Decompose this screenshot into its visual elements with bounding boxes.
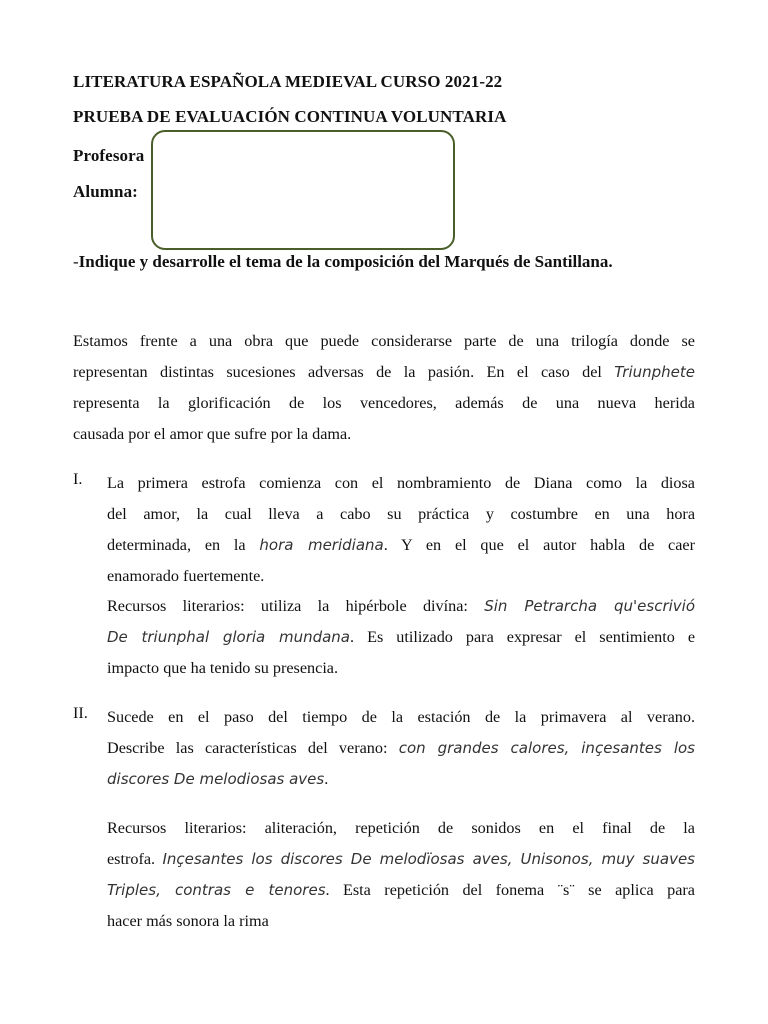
redaction-box bbox=[151, 130, 455, 250]
intro-line-1: Estamos frente a una obra que puede considerarse parte de una trilogía donde se bbox=[73, 332, 695, 350]
item2-line-3b: . bbox=[324, 770, 329, 788]
item2-line-2 bbox=[107, 733, 695, 764]
item2-line-1: Sucede en el paso del tiempo de la estación de la primavera al verano. bbox=[107, 708, 695, 726]
question-text: Indique y desarrolle el tema de la composición del Marqués de Santillana. bbox=[78, 252, 613, 271]
item2-quote-calores: con grandes calores, inçesantes los bbox=[398, 739, 695, 757]
item1-res-line-2 bbox=[107, 622, 695, 653]
item1-line-3 bbox=[107, 530, 695, 561]
item2-line-3 bbox=[107, 764, 695, 795]
item2-res-2a: estrofa. bbox=[107, 850, 163, 868]
list-item-1 bbox=[107, 468, 695, 592]
alumna-label: Alumna: bbox=[73, 182, 138, 201]
item2-res-line-4: hacer más sonora la rima bbox=[107, 912, 269, 930]
list-number-1: I. bbox=[73, 470, 83, 488]
item1-line-3a: determinada, en la bbox=[107, 536, 260, 554]
profesora-label: Profesora bbox=[73, 146, 145, 165]
item2-res-line-1: Recursos literarios: aliteración, repetición de sonidos en el final de la bbox=[107, 819, 695, 837]
item2-quote-discores: Inçesantes los discores De melodïosas aves, Unisonos, muy suaves bbox=[162, 850, 695, 868]
intro-paragraph bbox=[73, 326, 695, 450]
question-heading bbox=[73, 252, 613, 272]
item2-quote-triples: Triples, contras e tenores bbox=[107, 881, 326, 899]
item1-quote-petrarcha: Sin Petrarcha qu'escrivió bbox=[484, 597, 695, 615]
item1-res-2b: . Es utilizado para expresar el sentimiento e bbox=[350, 628, 695, 646]
item2-quote-aves: discores De melodiosas aves bbox=[107, 770, 325, 788]
intro-line-2-text: representan distintas sucesiones adversas de la pasión. En el caso del bbox=[73, 363, 615, 381]
item1-resources bbox=[107, 591, 695, 684]
list-item-2 bbox=[107, 702, 695, 795]
item2-res-line-2 bbox=[107, 844, 695, 875]
item1-res-1a: Recursos literarios: utiliza la hipérbole divína: bbox=[107, 597, 485, 615]
course-title: LITERATURA ESPAÑOLA MEDIEVAL CURSO 2021-22 bbox=[73, 72, 503, 91]
item2-line-2a: Describe las características del verano: bbox=[107, 739, 399, 757]
intro-line-3: representa la glorificación de los vencedores, además de una nueva herida bbox=[73, 394, 695, 412]
item1-line-4: enamorado fuertemente. bbox=[107, 567, 265, 585]
item1-quote-gloria: De triunphal gloria mundana bbox=[107, 628, 351, 646]
item1-line-2: del amor, la cual lleva a cabo su práctica y costumbre en una hora bbox=[107, 505, 695, 523]
item2-resources bbox=[107, 813, 695, 937]
item1-quote-hora: hora meridiana bbox=[259, 536, 384, 554]
question-dash: - bbox=[73, 252, 79, 271]
intro-line-2 bbox=[73, 357, 695, 388]
item2-res-3b: . Esta repetición del fonema ¨s¨ se aplica para bbox=[325, 881, 695, 899]
item1-line-1: La primera estrofa comienza con el nombramiento de Diana como la diosa bbox=[107, 474, 695, 492]
item2-res-line-3 bbox=[107, 875, 695, 906]
item1-res-line-3: impacto que ha tenido su presencia. bbox=[107, 659, 339, 677]
item1-res-line-1 bbox=[107, 591, 695, 622]
list-number-2: II. bbox=[73, 704, 88, 722]
intro-line-4: causada por el amor que sufre por la dama. bbox=[73, 425, 352, 443]
exam-title: PRUEBA DE EVALUACIÓN CONTINUA VOLUNTARIA bbox=[73, 107, 507, 126]
intro-work-title: Triunphete bbox=[614, 363, 695, 381]
item1-line-3c: . Y en el que el autor habla de caer bbox=[383, 536, 695, 554]
